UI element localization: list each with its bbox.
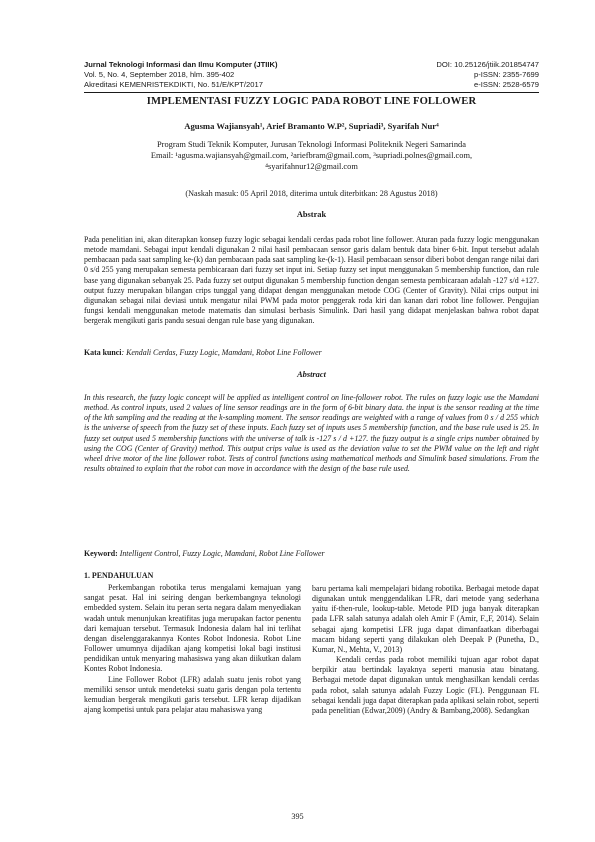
intro-paragraph-4: Kendali cerdas pada robot memiliki tujuan agar robot dapat berpikir atau bertindak layaknya seperti manusia atau binatang. Berbagai metode dapat digunakan untuk menghasilkan kendali cerdas pada robot, salah satunya adalah Fuzzy Logic (FL). Penggunaan FL sebagai kendali juga dapat diterapkan pada aplikasi selain robot, seperti pada penelitian (Edwar,2009) (Andry & Bambang,2008). Sedangkan: [312, 655, 539, 715]
journal-name: Jurnal Teknologi Informasi dan Ilmu Komputer (JTIIK): [84, 60, 278, 69]
journal-eissn: e-ISSN: 2528-6579: [473, 80, 539, 89]
intro-paragraph-1: Perkembangan robotika terus mengalami kemajuan yang sangat pesat. Hal ini seiring dengan berkembangnya teknologi embedded system. Selain itu peran serta negara dalam menyediakan wadah untuk menunjukan kreatifitas juga merupakan factor penentu dari kemajuan tersebut. Termasuk Indonesia dalam hal ini terlihat dengan diselenggarakannya Kontes Robot Indonesia. Robot Line Follower umumnya dijadikan ajang kompetisi lokal bagi institusi pendidikan untuk menyaring mahasiswa yang akan diikutkan dalam Kontes Robot Indonesia.: [84, 583, 301, 674]
page-number: 395: [291, 812, 304, 821]
journal-accreditation: Akreditasi KEMENRISTEKDIKTI, No. 51/E/KPT/2017: [84, 80, 263, 89]
keywords-label: Keyword:: [84, 549, 118, 558]
paper-title: IMPLEMENTASI FUZZY LOGIC PADA ROBOT LINE FOLLOWER: [146, 96, 477, 107]
kata-kunci-label: Kata kunci: [84, 348, 122, 357]
body-column-right: [312, 584, 539, 716]
journal-header-right: [339, 60, 539, 90]
affiliation-text: Program Studi Teknik Komputer, Jurusan Teknologi Informasi Politeknik Negeri Samarinda: [157, 140, 466, 149]
intro-paragraph-2: Line Follower Robot (LFR) adalah suatu jenis robot yang memiliki sensor untuk mendeteksi suatu garis dengan pola tertentu kemudian bergerak mengikuti garis tersebut. LFR kerap dijadikan ajang kompetisi untuk para pelajar atau mahasiswa yang: [84, 674, 301, 715]
abstrak-heading: Abstrak: [296, 210, 327, 219]
email-line-1: Email: ¹agusma.wajiansyah@gmail.com, ²ariefbram@gmail.com, ³supriadi.polnes@gmail.com,: [150, 151, 473, 160]
journal-doi: DOI: 10.25126/jtiik.201854747: [436, 60, 539, 69]
paper-authors: Agusma Wajiansyah¹, Arief Bramanto W.P², Supriadi³, Syarifah Nur⁴: [184, 121, 439, 131]
abstract-text: In this research, the fuzzy logic concept will be applied as intelligent control on line-follower robot. The rules on fuzzy logic use the Mamdani method. As control inputs, used 2 values of line sensor readings are in the form of 6-bit binary data. the input is the sensor reading at the time of the kth sampling and the reading at the k-sampling moment. The sensor readings are weighted with a range of values from 0 s / d 255 which is the universe of speech from the fuzzy set of these inputs. Each fuzzy set of inputs uses 5 membership function, and the base rule used is 25. In fuzzy set output used 5 membership functions with the universe of talk is -127 s / d +127. the fuzzy output is a single crips number obtained by using the COG (Center of Gravity) method. This output crips value is used as the deviation value to set the PWM value on the left and right wheel drive motor of the line follower robot. Tests of control functions using mathematical methods and Simulink based simulations. From the results obtained to explain that the robot can move in accordance with the design of the base rule used.: [84, 393, 539, 474]
section-heading-pendahuluan: 1. PENDAHULUAN: [84, 571, 154, 580]
intro-paragraph-3: baru pertama kali mempelajari bidang robotika. Berbagai metode dapat digunakan untuk menggendalikan LFR, dari metode yang sederhana yaitu if-then-rule, lookup-table. Metode PID juga banyak diterapkan pada LFR salah satunya adalah oleh Amir F (Amir, F.,F, 2014). Selain sebagai ajang kompetisi LFR juga dapat dimanfaatkan diberbagai macam bidang seperti yang dilakukan oleh Deepak P (Punetha, D., Kumar, N., Mehta, V., 2013): [312, 584, 539, 654]
paper-affiliation: [84, 139, 539, 172]
header-divider: [84, 92, 539, 93]
journal-volume: Vol. 5, No. 4, September 2018, hlm. 395-402: [84, 70, 235, 79]
journal-pissn: p-ISSN: 2355-7699: [473, 70, 539, 79]
kata-kunci-values: : Kendali Cerdas, Fuzzy Logic, Mamdani, Robot Line Follower: [121, 348, 322, 357]
email-line-2: ⁴syarifahnur12@gmail.com: [265, 162, 358, 171]
abstract-heading: Abstract: [297, 370, 326, 379]
keywords: [84, 549, 539, 558]
abstrak-text: Pada penelitian ini, akan diterapkan konsep fuzzy logic sebagai kendali cerdas pada robot line follower. Aturan pada fuzzy logic menggunakan metode mamdani. Sebagai input kendali digunakan 2 nilai hasil pembacaan sensor garis dalam bentuk data biner 6-bit. Input tersebut adalah pembacaan pada saat sampling ke-(k) dan pembacaan pada saat sampling ke-(k-1). Hasil pembacaan sensor diberi bobot dengan range nilai dari 0 s/d 255 yang merupakan semesta pembicaraan dari fuzzy set input ini. Setiap fuzzy set input menggunakan 5 membership function, dan rule base yang digunakan sebanyak 25. Pada fuzzy set output digunakan 5 membership function dengan semesta pembicaraan adalah -127 s/d +127. output fuzzy merupakan bilangan crips tunggal yang didapat dengan menggunakan metode COG (Center of Gravity). Nilai crips output ini digunakan sebagai nilai deviasi untuk mengatur nilai PWM pada motor penggerak roda kiri dan kanan dari robot line follower. Pengujian fungsi kendali menggunakan metode matematis dan simulasi berbasis Simulink. Dari hasil yang didapat menjelaskan bahwa robot dapat bergerak mengikuti garis pandu sesuai dengan rule base yang digunakan.: [84, 235, 539, 326]
keywords-values: Intelligent Control, Fuzzy Logic, Mamdani, Robot Line Follower: [119, 549, 325, 558]
kata-kunci: [84, 348, 539, 357]
body-column-left: [84, 571, 301, 715]
submission-dates: (Naskah masuk: 05 April 2018, diterima untuk diterbitkan: 28 Agustus 2018): [185, 189, 438, 198]
